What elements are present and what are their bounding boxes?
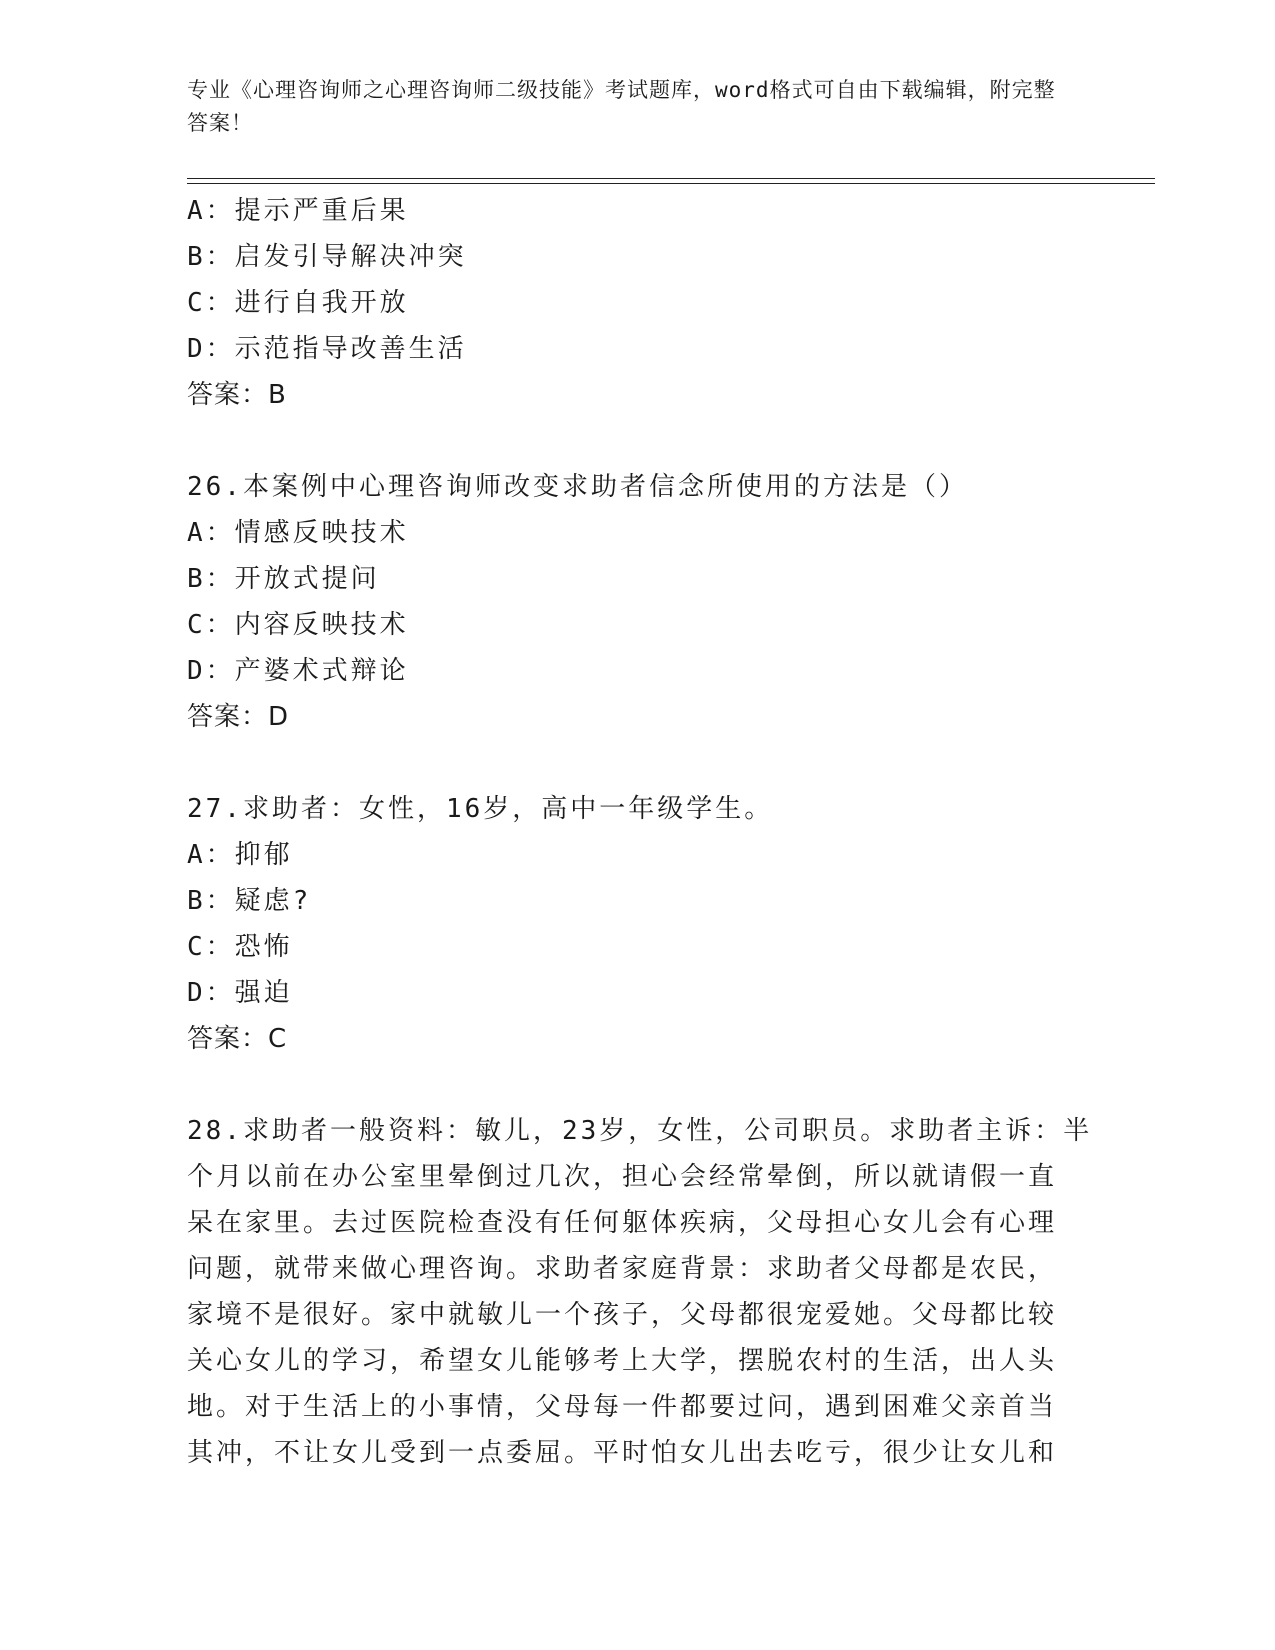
- option-a: A：抑郁: [187, 840, 293, 870]
- option-b: B：开放式提问: [187, 564, 380, 594]
- paragraph-line: 地。对于生活上的小事情，父母每一件都要过问，遇到困难父亲首当: [187, 1392, 1058, 1422]
- option-b: B：疑虑?: [187, 886, 312, 916]
- header-divider-bottom: [187, 183, 1155, 184]
- paragraph-line: 28.求助者一般资料：敏儿，23岁，女性，公司职员。求助者主诉：半: [187, 1116, 1093, 1146]
- answer-line: 答案：D: [187, 702, 290, 732]
- question-26: 26.本案例中心理咨询师改变求助者信念所使用的方法是（）: [187, 472, 968, 502]
- option-c: C：内容反映技术: [187, 610, 409, 640]
- option-d: D：产婆术式辩论: [187, 656, 409, 686]
- option-c: C：恐怖: [187, 932, 293, 962]
- option-d: D：强迫: [187, 978, 293, 1008]
- paragraph-line: 个月以前在办公室里晕倒过几次，担心会经常晕倒，所以就请假一直: [187, 1162, 1058, 1192]
- question-content: [187, 188, 1093, 1476]
- paragraph-line: 家境不是很好。家中就敏儿一个孩子，父母都很宠爱她。父母都比较: [187, 1300, 1058, 1330]
- paragraph-line: 其冲，不让女儿受到一点委屈。平时怕女儿出去吃亏，很少让女儿和: [187, 1438, 1058, 1468]
- header-divider-top: [187, 178, 1155, 179]
- paragraph-line: 呆在家里。去过医院检查没有任何躯体疾病，父母担心女儿会有心理: [187, 1208, 1058, 1238]
- question-27: 27.求助者：女性，16岁，高中一年级学生。: [187, 794, 774, 824]
- answer-line: 答案：B: [187, 380, 287, 410]
- paragraph-line: 关心女儿的学习，希望女儿能够考上大学，摆脱农村的生活，出人头: [187, 1346, 1058, 1376]
- question-28: [187, 1108, 1093, 1476]
- option-d: D：示范指导改善生活: [187, 334, 467, 364]
- answer-line: 答案：C: [187, 1024, 288, 1054]
- paragraph-line: 问题，就带来做心理咨询。求助者家庭背景：求助者父母都是农民，: [187, 1254, 1058, 1284]
- option-b: B：启发引导解决冲突: [187, 242, 467, 272]
- option-a: A：情感反映技术: [187, 518, 409, 548]
- option-a: A：提示严重后果: [187, 196, 409, 226]
- option-c: C：进行自我开放: [187, 288, 409, 318]
- document-header: 专业《心理咨询师之心理咨询师二级技能》考试题库，word格式可自由下载编辑，附完整答案！: [187, 78, 1056, 135]
